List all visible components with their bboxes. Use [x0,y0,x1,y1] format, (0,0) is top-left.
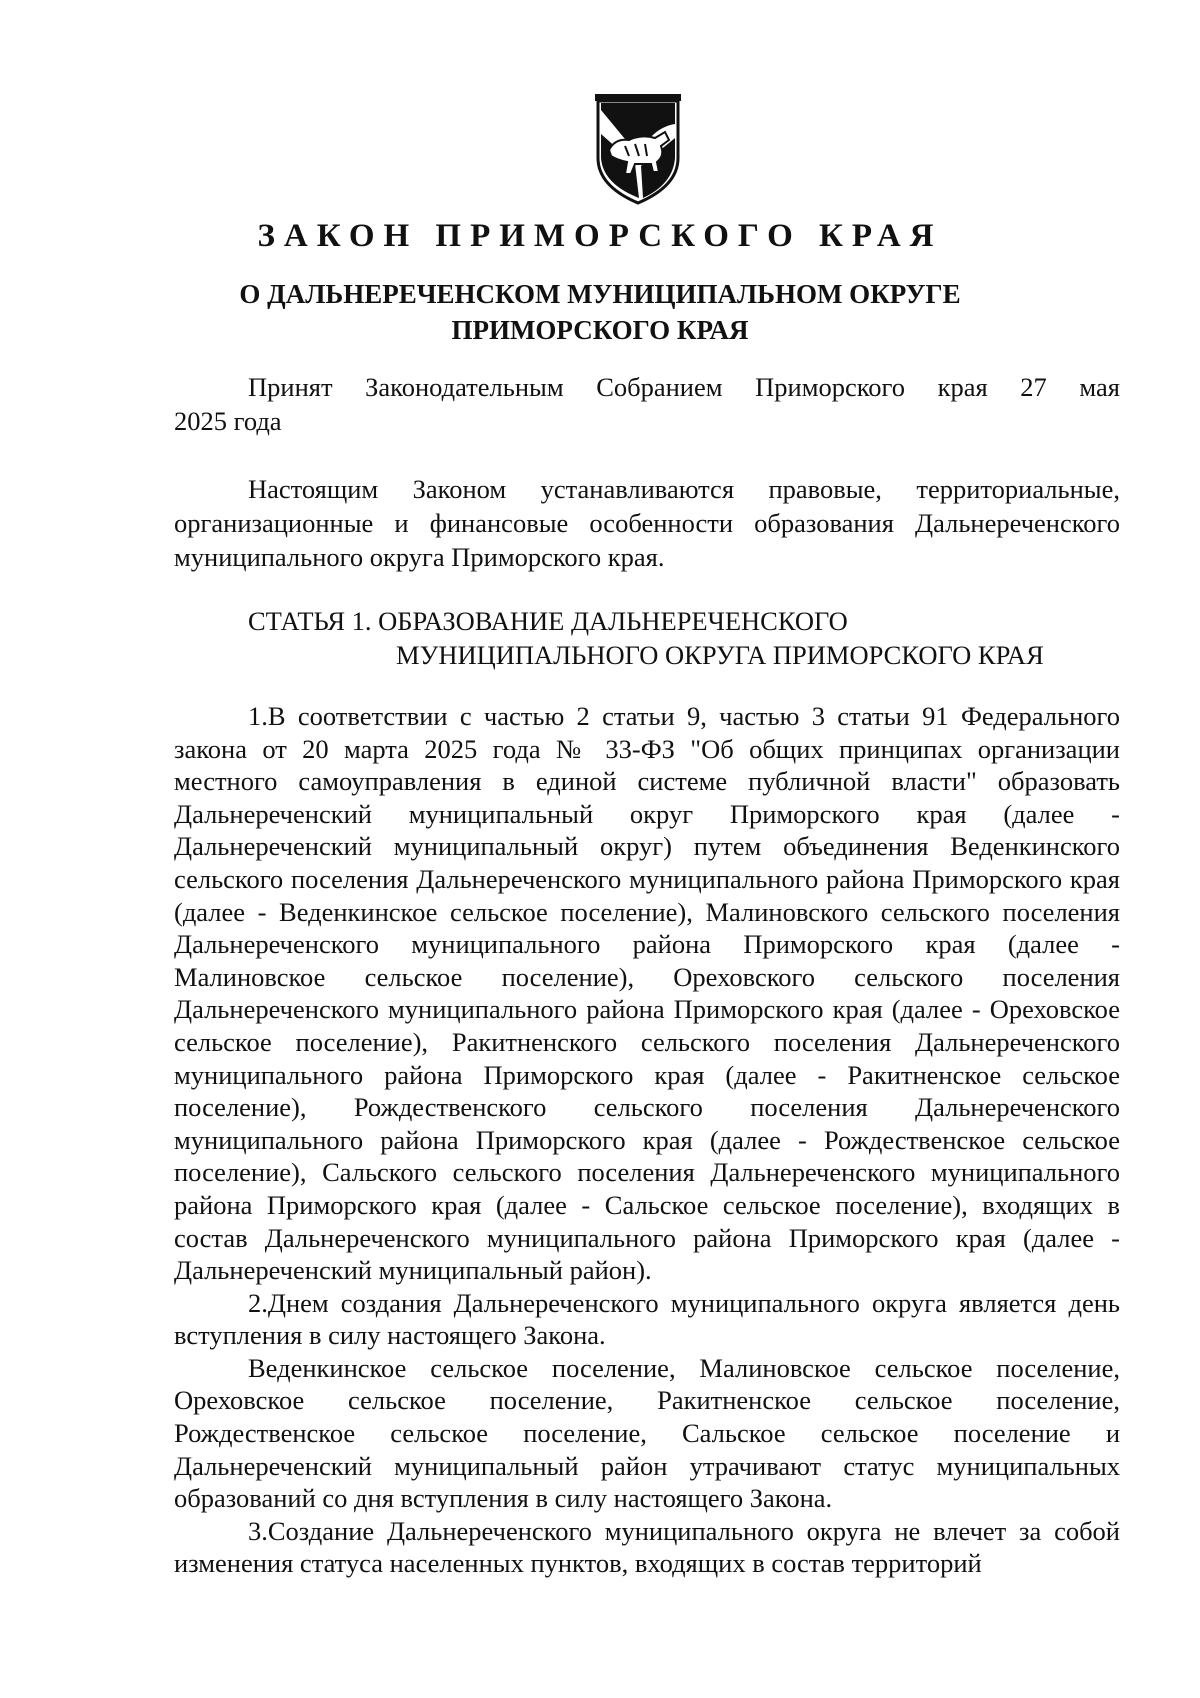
article-heading [248,604,1044,672]
adoption-note-line2: 2025 года [174,406,282,436]
adoption-word: 27 [1020,372,1047,402]
article-body [174,700,1120,1580]
article-paragraph: Веденкинское сельское поселение, Малиновское сельское поселение, Ореховское сельское поселение, Ракитненское сельское поселение, Рождественское сельское поселение, Сальское сельское поселение и Дальнереченский муниципальный район утрачивают статус муниципальных образований со дня вступления в силу настоящего Закона. [174,1352,1120,1514]
adoption-word: Принят [248,372,333,402]
article-heading-line2: МУНИЦИПАЛЬНОГО ОКРУГА ПРИМОРСКОГО КРАЯ [396,640,1044,670]
article-paragraph: 3.Создание Дальнереченского муниципального округа не влечет за собой изменения статуса населенных пунктов, входящих в состав территорий [174,1515,1120,1579]
adoption-word: мая [1079,372,1120,402]
adoption-word: Законодательным [365,372,564,402]
adoption-word: Собранием [596,372,723,402]
coat-of-arms-icon [595,94,681,206]
law-subtitle [0,276,1200,348]
adoption-word: края [937,372,988,402]
adoption-note [174,370,1120,438]
article-paragraph: 1.В соответствии с частью 2 статьи 9, частью 3 статьи 91 Федерального закона от 20 марта 2025 года № 33-ФЗ "Об общих принципах организации местного самоуправления в единой системе публичной власти" образовать Дальнереченский муниципальный округ Приморского края (далее - Дальнереченский муниципальный округ) путем объединения Веденкинского сельского поселения Дальнереченского муниципального района Приморского края (далее - Веденкинское сельское поселение), Малиновского сельского поселения Дальнереченского муниципального района Приморского края (далее - Малиновское сельское поселение), Ореховского сельского поселения Дальнереченского муниципального района Приморского края (далее - Ореховское сельское поселение), Ракитненского сельского поселения Дальнереченского муниципального района Приморского края (далее - Ракитненское сельское поселение), Рождественского сельского поселения Дальнереченского муниципального района Приморского края (далее - Рождественское сельское поселение), Сальского сельского поселения Дальнереченского муниципального района Приморского края (далее - Сальское сельское поселение), входящих в состав Дальнереченского муниципального района Приморского края (далее - Дальнереченский муниципальный район). [174,701,1120,1286]
law-subtitle-line2: ПРИМОРСКОГО КРАЯ [451,315,749,345]
law-subtitle-line1: О ДАЛЬНЕРЕЧЕНСКОМ МУНИЦИПАЛЬНОМ ОКРУГЕ [239,279,961,309]
law-title: ЗАКОН ПРИМОРСКОГО КРАЯ [257,218,943,254]
article-paragraph: 2.Днем создания Дальнереченского муниципального округа является день вступления в силу настоящего Закона. [174,1287,1120,1351]
article-heading-line1: СТАТЬЯ 1. ОБРАЗОВАНИЕ ДАЛЬНЕРЕЧЕНСКОГО [248,606,848,636]
adoption-word: Приморского [755,372,905,402]
preamble: Настоящим Законом устанавливаются правовые, территориальные, организационные и финансовые особенности образования Дальнереченского муниципального округа Приморского края. [174,474,1120,572]
adoption-note-line1 [174,370,1120,404]
